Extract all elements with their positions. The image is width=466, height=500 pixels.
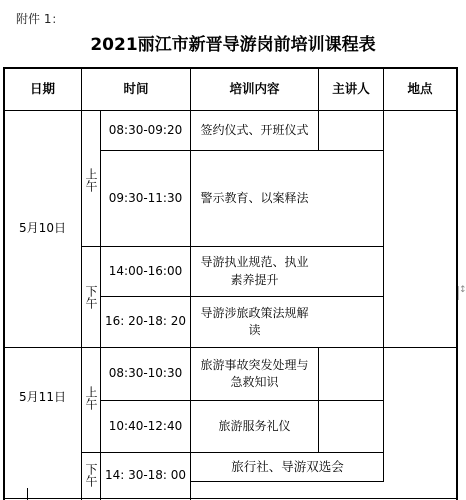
header-time: 时间 [123, 80, 149, 96]
time-cell: 08:30-10:30 [108, 366, 183, 381]
halfday-am-day1: 上午 [84, 168, 98, 192]
table-right-border [456, 67, 458, 500]
content-cell: 旅游事故突发处理与急救知识 [200, 357, 309, 389]
content-cell: 导游执业规范、执业素养提升 [200, 255, 309, 287]
time-cell: 10:40-12:40 [108, 418, 183, 433]
content-cell: 签约仪式、开班仪式 [200, 122, 309, 137]
time-cell: 09:30-11:30 [108, 190, 183, 205]
resize-handle-icon[interactable] [458, 286, 466, 300]
content-cell: 旅游服务礼仪 [218, 418, 291, 433]
row-divider [190, 481, 384, 482]
date-cell-day2: 5月11日 [19, 390, 66, 405]
time-cell: 16: 20-18: 20 [104, 314, 187, 329]
page-edge-mark [27, 488, 28, 500]
attachment-label: 附件 1： [16, 12, 64, 26]
document-title: 2021丽江市新晋导游岗前培训课程表 [90, 35, 376, 55]
header-speaker: 主讲人 [332, 80, 370, 96]
time-cell: 08:30-09:20 [108, 122, 183, 137]
row-divider [3, 498, 457, 499]
speaker-cell [319, 111, 383, 150]
header-location: 地点 [407, 80, 433, 96]
halfday-pm-day2: 下午 [84, 463, 98, 487]
content-cell: 导游涉旅政策法规解读 [200, 305, 309, 337]
header-date: 日期 [29, 80, 55, 96]
time-cell: 14: 30-18: 00 [104, 467, 187, 482]
content-cell: 警示教育、以案释法 [200, 190, 309, 205]
halfday-am-day2: 上午 [84, 386, 98, 410]
time-cell: 14:00-16:00 [108, 263, 183, 278]
location-cell [384, 111, 456, 150]
header-content: 培训内容 [229, 80, 280, 96]
halfday-pm-day1: 下午 [84, 285, 98, 309]
date-cell-day1: 5月10日 [19, 221, 66, 236]
content-cell: 旅行社、导游双选会 [231, 458, 344, 474]
